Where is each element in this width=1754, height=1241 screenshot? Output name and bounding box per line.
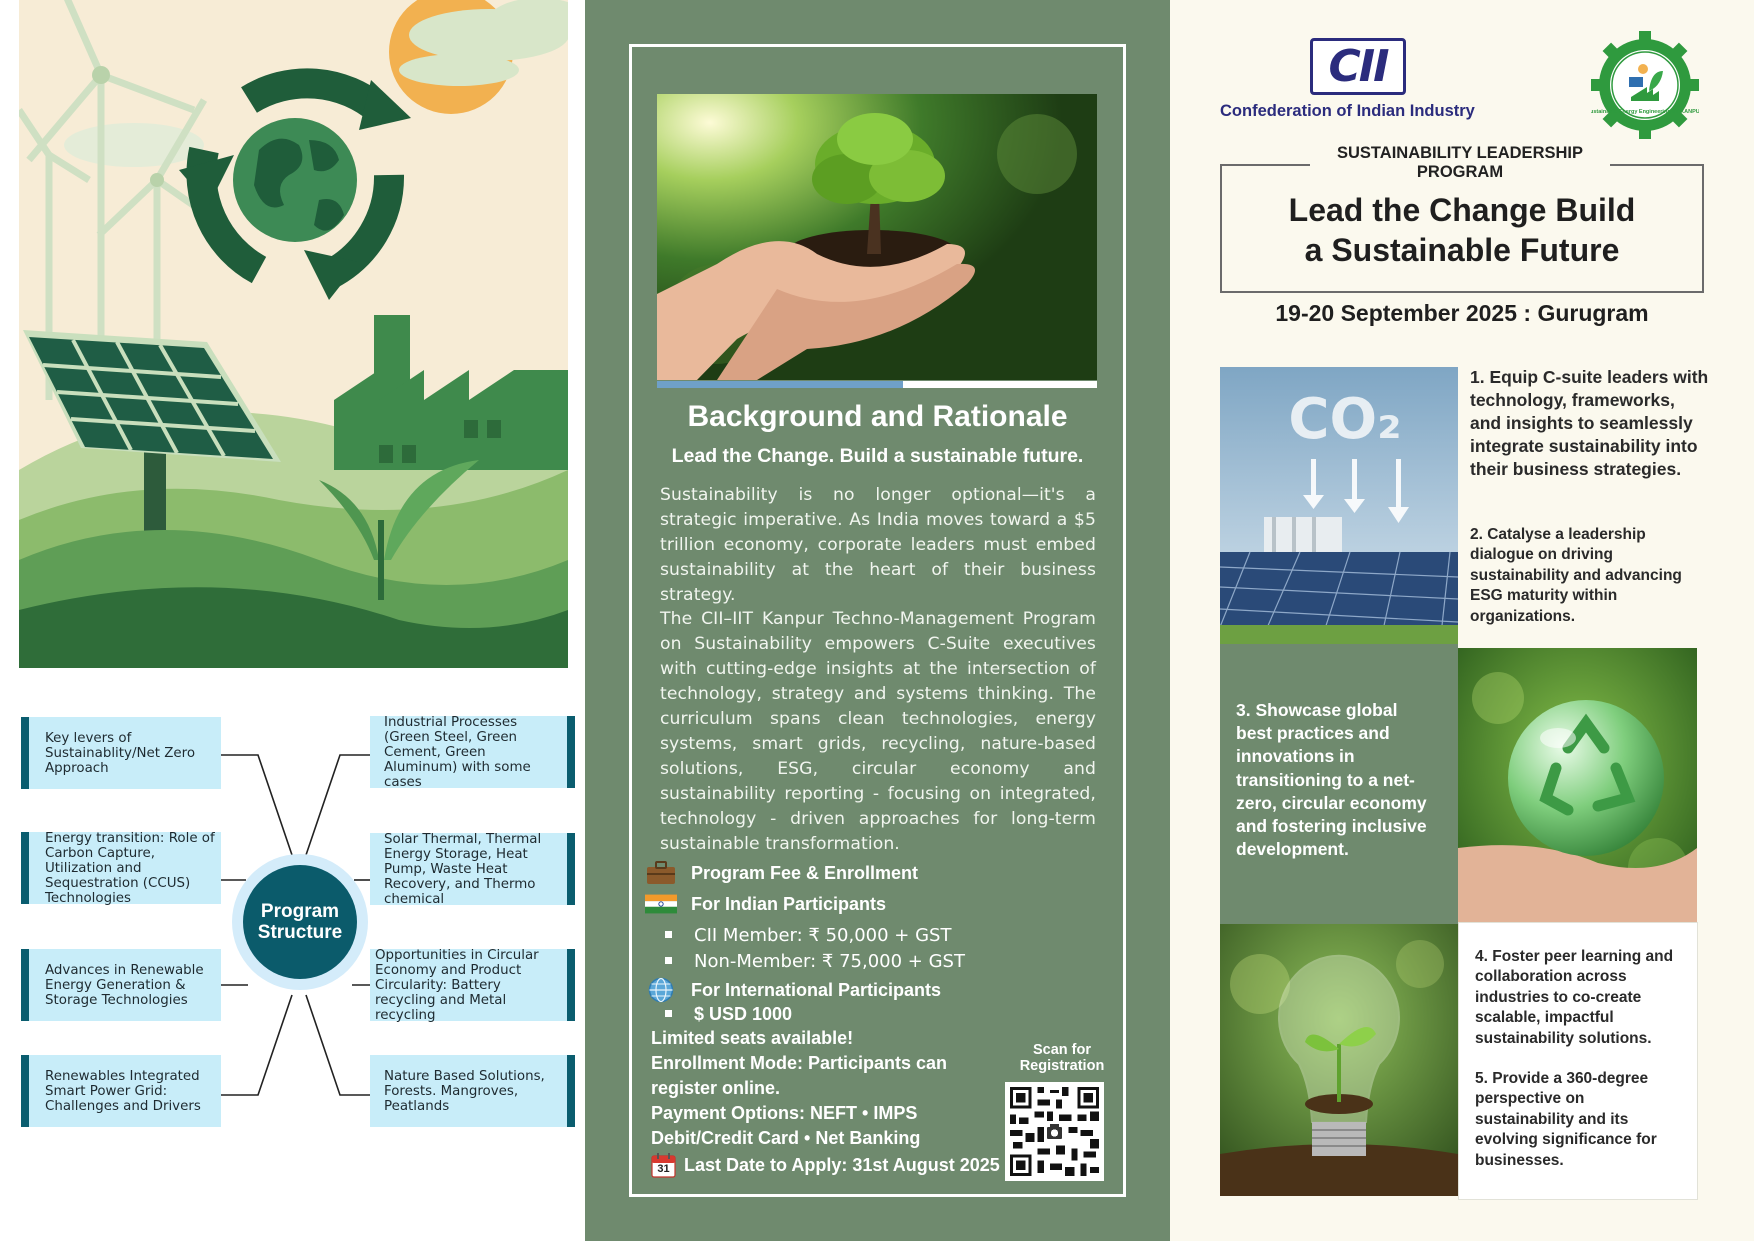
middle-panel (585, 0, 1170, 1241)
objective-3: 3. Showcase global best practices and innovations in transitioning to a net-zero, circular economy and fostering inclusive development. (1236, 700, 1427, 860)
light-bulb-plant-photo (1220, 924, 1458, 1196)
international-participants-heading: For International Participants (691, 979, 942, 1000)
limited-seats-note: Limited seats available! (651, 1028, 854, 1048)
payment-options-line-2: Debit/Credit Card • Net Banking (651, 1128, 921, 1148)
recycling-globe-photo (1458, 648, 1697, 922)
objective-4: 4. Foster peer learning and collaboration across industries to co-create scalable, impactful sustainability solutions. (1475, 948, 1674, 1047)
co2-solar-photo (1220, 367, 1458, 644)
main-title: Lead the Change Build a Sustainable Future (1288, 192, 1636, 268)
india-flag-icon (645, 891, 677, 917)
international-participants-row (645, 977, 941, 1003)
program-structure-hub (232, 854, 368, 990)
last-date-text: Last Date to Apply: 31st August 2025 (684, 1155, 1000, 1175)
cii-logo: CII (1310, 38, 1406, 95)
cii-member-fee: CII Member: ₹ 50,000 + GST (665, 925, 951, 946)
calendar-icon: 31 (651, 1153, 676, 1178)
objectives-4-5-card (1458, 922, 1698, 1200)
indian-participants-heading: For Indian Participants (691, 893, 887, 914)
photo-accent-bar (657, 381, 1097, 388)
structure-item-industrial: Industrial Processes (Green Steel, Green Cement, Green Aluminum) with some cases (370, 716, 575, 788)
fee-heading: Program Fee & Enrollment (691, 862, 919, 883)
see-logo-text: Sustainable Energy Engineering IIT KANPUR (1591, 109, 1699, 115)
co2-label: CO₂ (1288, 387, 1402, 452)
program-structure-label: Program Structure (243, 865, 357, 979)
enrollment-mode-line-2: register online. (651, 1078, 781, 1098)
program-date-location: 19-20 September 2025 : Gurugram (1275, 300, 1649, 326)
background-paragraph-2: The CII–IIT Kanpur Techno-Management Program on Sustainability empowers C-Suite executives with cutting-edge insights at the intersection of technology, strategy and systems thinking. The curriculum spans clean technologies, energy systems, smart grids, recycling, nature-based solutions, ESG, circular economy and sustainability reporting - focusing on integrated, technology - driven approaches for long-term sustainable transformation. (660, 609, 1096, 854)
objective-1: 1. Equip C-suite leaders with technology, frameworks, and insights to seamlessly integrate sustainability into their business strategies. (1470, 367, 1709, 479)
objective-5: 5. Provide a 360-degree perspective on sustainability and its evolving significance for businesses. (1475, 1070, 1657, 1169)
cii-organization-name: Confederation of Indian Industry (1220, 102, 1475, 120)
left-panel (0, 0, 585, 1241)
structure-item-ccus: Energy transition: Role of Carbon Capture, Utilization and Sequestration (CCUS) Technologies (21, 832, 221, 904)
qr-label: Scan for Registration (1019, 1042, 1105, 1074)
globe-icon (645, 977, 677, 1003)
structure-item-smart-grid: Renewables Integrated Smart Power Grid: Challenges and Drivers (21, 1055, 221, 1127)
structure-item-renewable: Advances in Renewable Energy Generation & Storage Technologies (21, 949, 221, 1021)
background-subtitle: Lead the Change. Build a sustainable future. (671, 445, 1084, 467)
sustainability-illustration (19, 0, 568, 668)
structure-item-net-zero: Key levers of Sustainablity/Net Zero Approach (21, 717, 221, 789)
structure-item-nature-based: Nature Based Solutions, Forests. Mangroves, Peatlands (370, 1055, 575, 1127)
objective-2: 2. Catalyse a leadership dialogue on driving sustainability and advancing ESG maturity within organizations. (1470, 526, 1682, 625)
fee-heading-row (645, 860, 918, 886)
background-paragraph-1: Sustainability is no longer optional—it's a strategic imperative. As India moves toward a $5 trillion economy, corporate leaders must embed sustainability at the heart of their business strategy. (660, 485, 1096, 605)
indian-participants-row (645, 891, 886, 917)
right-panel (1170, 0, 1754, 1241)
payment-options-line-1: Payment Options: NEFT • IMPS (651, 1103, 918, 1123)
international-fee: $ USD 1000 (665, 1004, 792, 1025)
enrollment-mode-line-1: Enrollment Mode: Participants can (651, 1053, 948, 1073)
non-member-fee: Non-Member: ₹ 75,000 + GST (665, 951, 965, 972)
structure-item-solar-thermal: Solar Thermal, Thermal Energy Storage, Heat Pump, Waste Heat Recovery, and Thermo chemical (370, 833, 575, 905)
registration-qr-code[interactable] (1005, 1082, 1104, 1181)
hands-holding-tree-photo (657, 94, 1097, 380)
program-kicker: SUSTAINABILITY LEADERSHIP PROGRAM (1310, 144, 1610, 182)
structure-item-circular-economy: Opportunities in Circular Economy and Product Circularity: Battery recycling and Metal recycling (370, 949, 575, 1021)
sustainable-energy-engineering-logo (1591, 31, 1699, 139)
background-title: Background and Rationale (687, 400, 1068, 433)
last-date-row (651, 1153, 1000, 1178)
objective-3-block (1220, 644, 1458, 924)
briefcase-icon (645, 860, 677, 886)
